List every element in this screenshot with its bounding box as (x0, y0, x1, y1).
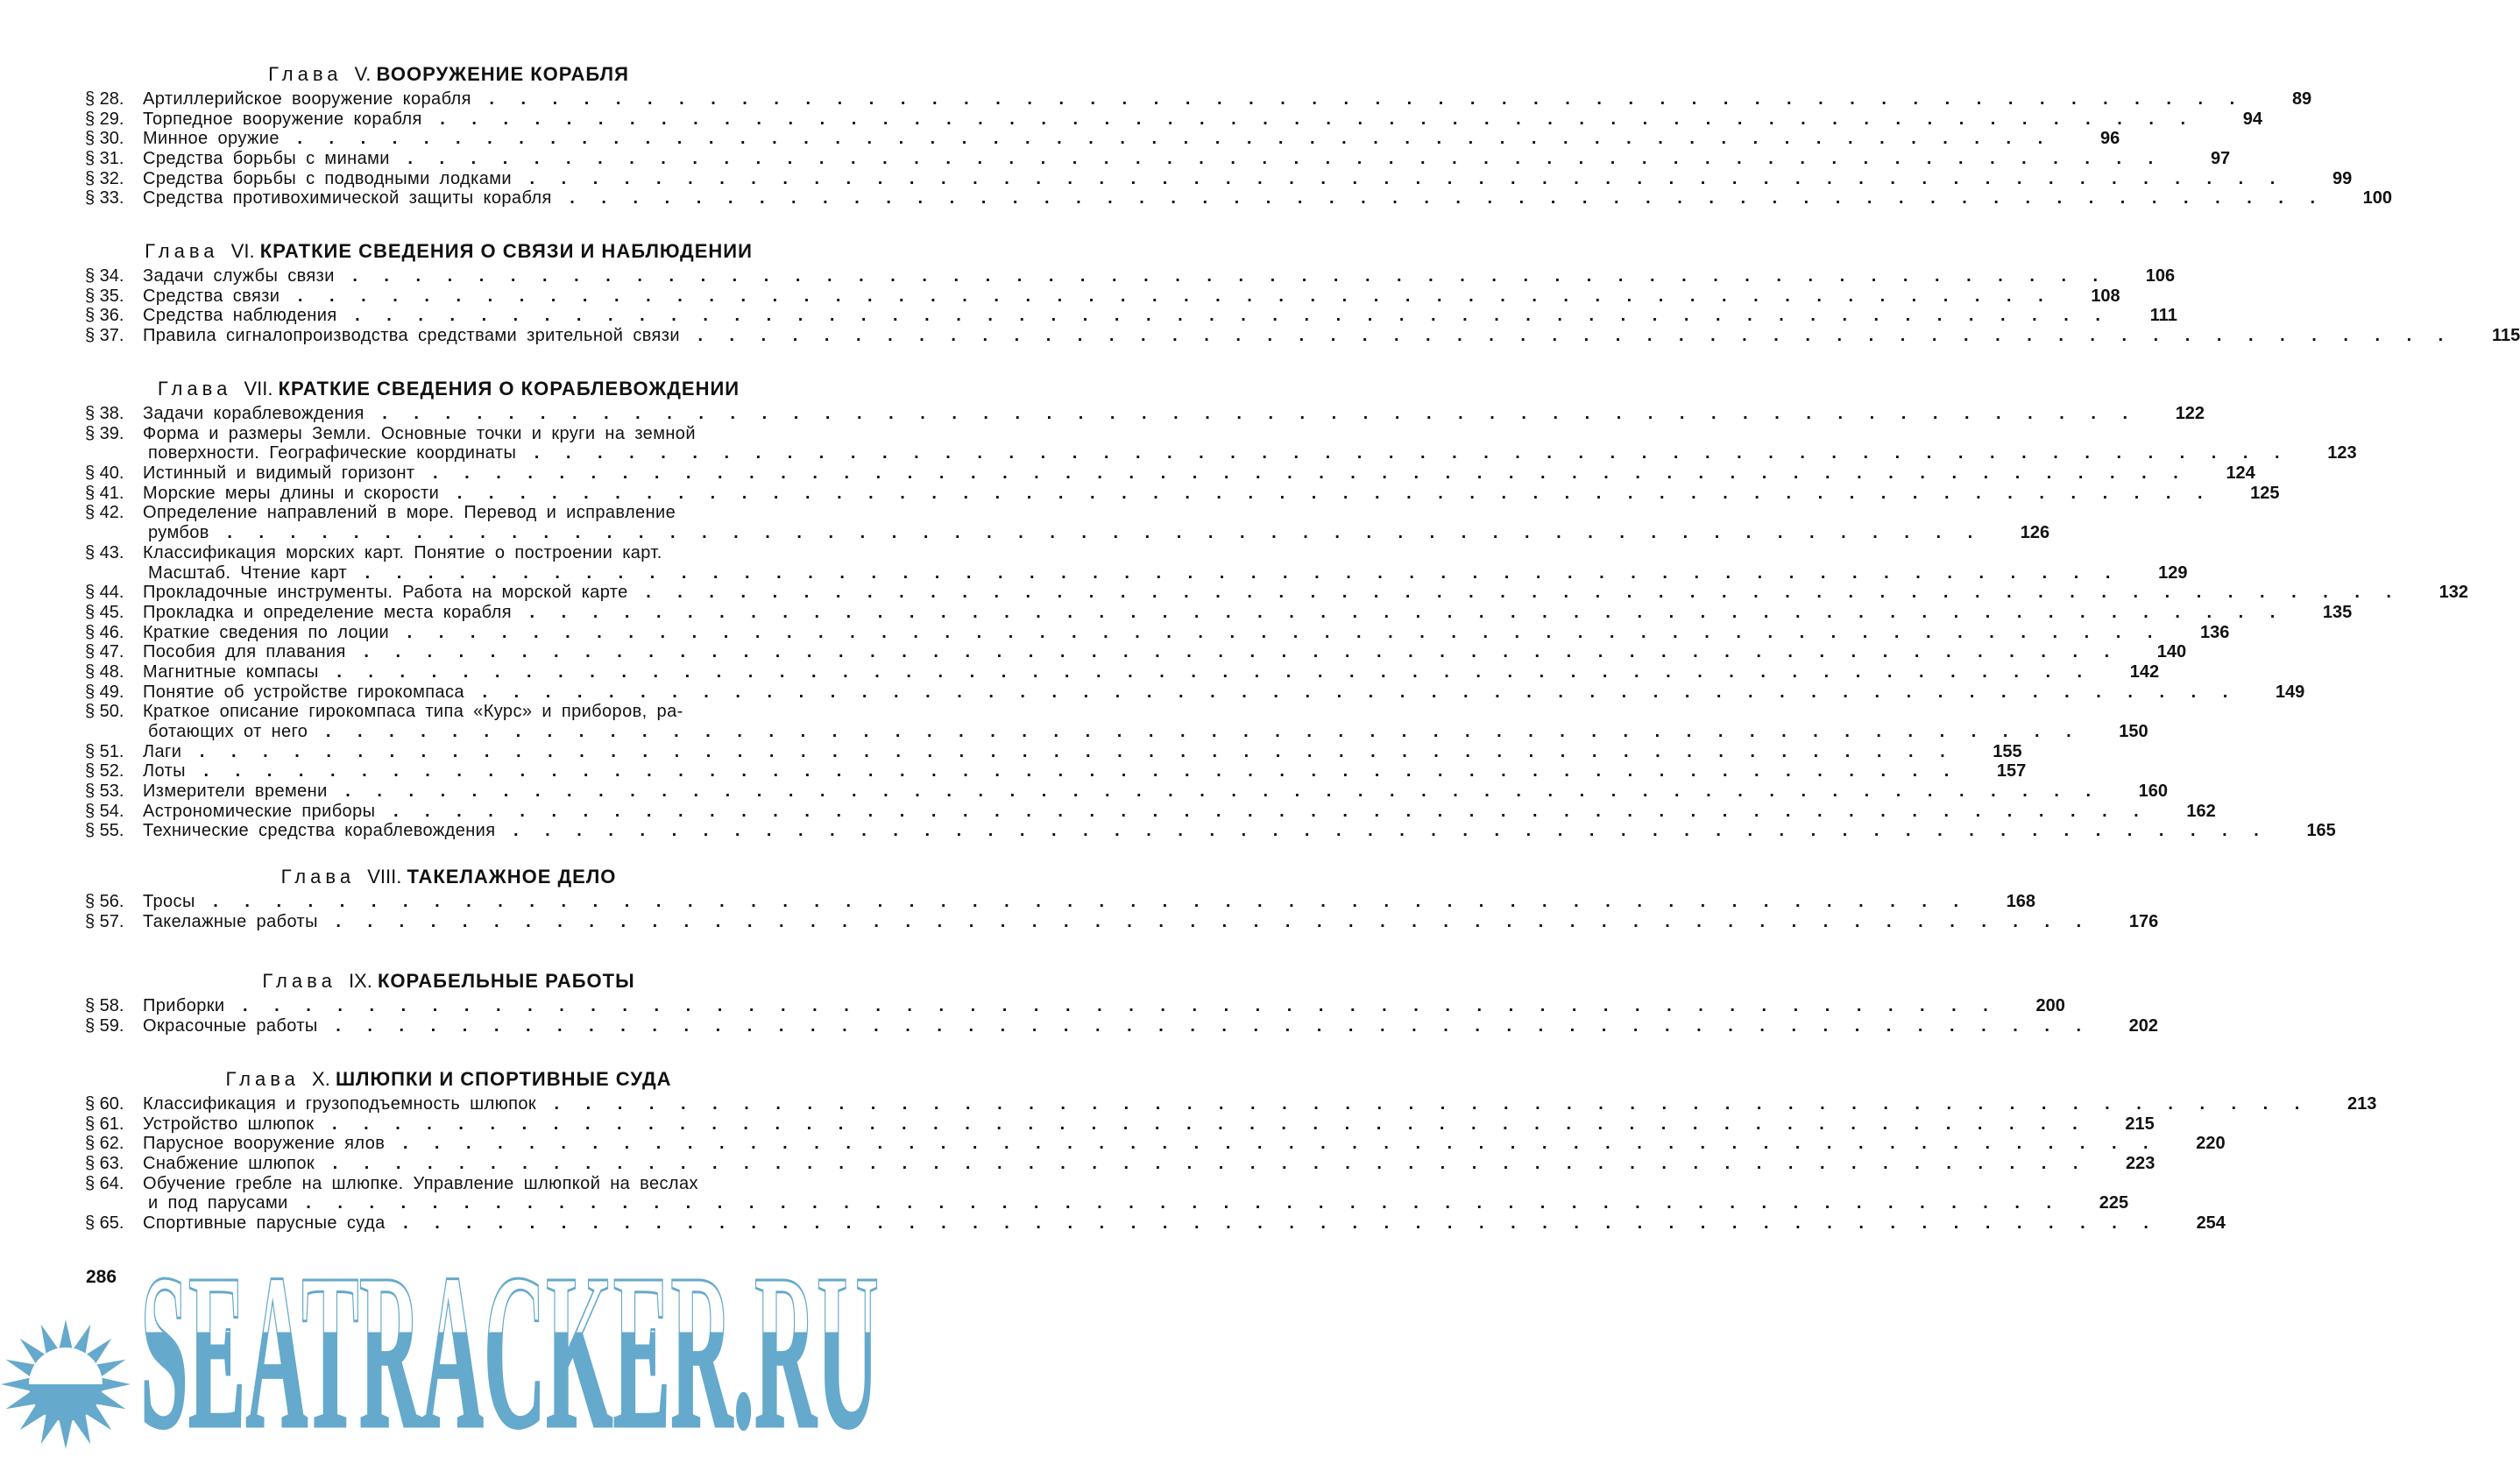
section-number: § 29. (85, 109, 124, 129)
section-title: Прокладочные инструменты. Работа на морской карте . . . (143, 583, 2400, 603)
toc-entry[interactable] (85, 782, 2169, 802)
section-number: § 42. (85, 503, 124, 523)
page-ref: 142 (2129, 661, 2160, 682)
toc-entry[interactable] (85, 306, 2177, 326)
page-ref: 89 (2291, 89, 2312, 109)
chapter-heading (85, 862, 812, 892)
toc-entry[interactable] (85, 443, 2357, 463)
toc-entry[interactable] (85, 821, 2336, 841)
section-number: § 37. (85, 326, 124, 346)
chapter-heading (85, 60, 812, 89)
page-ref: 162 (2186, 801, 2216, 821)
section-number: § 62. (85, 1134, 124, 1154)
chapter-section (85, 60, 2393, 209)
chapter-title: КОРАБЕЛЬНЫЕ РАБОТЫ (377, 970, 635, 992)
section-number: § 55. (85, 821, 124, 841)
toc-entry[interactable] (85, 801, 2216, 822)
section-number: § 53. (85, 782, 124, 802)
page-ref: 254 (2196, 1213, 2226, 1234)
page-ref (744, 503, 812, 523)
chapter-label: Глава (262, 970, 336, 992)
toc-entry[interactable] (85, 188, 2393, 209)
section-number: § 43. (85, 542, 124, 562)
section-title: Магнитные компасы . . . (143, 662, 2091, 683)
chapter-section (85, 1064, 2377, 1234)
page-ref: 125 (2250, 483, 2280, 503)
watermark (140, 1228, 881, 1457)
section-number: § 35. (85, 286, 124, 306)
section-title: Устройство шлюпок . . . (143, 1114, 2086, 1135)
chapter-section (85, 237, 2520, 346)
section-number: § 52. (85, 761, 124, 782)
toc-entry[interactable] (85, 129, 2120, 149)
section-title: Средства борьбы с минами . . . (143, 149, 2162, 169)
chapter-heading (85, 1064, 812, 1094)
toc-entry[interactable] (85, 702, 812, 722)
toc-entry[interactable] (85, 286, 2120, 307)
section-title: Парусное вооружение ялов . . . (143, 1134, 2157, 1154)
section-title: Средства борьбы с подводными лодками . . . (143, 169, 2283, 189)
toc-entry[interactable] (85, 326, 2520, 346)
chapter-number: V. (354, 63, 372, 85)
toc-entry[interactable] (85, 483, 2280, 504)
section-title: Морские меры длины и скорости . . . (143, 484, 2212, 504)
page-ref: 115 (2491, 326, 2520, 346)
toc-entry[interactable] (85, 722, 2148, 742)
section-title: Краткое описание гирокомпаса типа «Курс» и приборов, ра- (143, 702, 683, 722)
toc-entry[interactable] (85, 266, 2176, 286)
toc-entry[interactable] (85, 1154, 2155, 1174)
section-number: § 48. (85, 661, 124, 682)
page-ref: 108 (2091, 286, 2120, 306)
section-number: § 59. (85, 1015, 124, 1036)
page-ref: 129 (2158, 562, 2188, 583)
page-ref: 149 (2275, 682, 2305, 702)
section-title: Средства наблюдения . . . (143, 306, 2109, 326)
page-ref: 126 (2020, 523, 2050, 543)
section-number: § 41. (85, 483, 124, 503)
toc-entry[interactable] (85, 1094, 2377, 1114)
section-number: § 54. (85, 801, 124, 821)
toc-entry[interactable] (85, 424, 812, 444)
section-number: § 64. (85, 1173, 124, 1193)
toc-entry[interactable] (85, 642, 2187, 662)
page-ref: 140 (2156, 642, 2187, 662)
page-ref: 97 (2210, 149, 2231, 169)
section-number: § 28. (85, 89, 124, 109)
toc-entry[interactable] (85, 109, 2263, 130)
section-title: Измерители времени . . . (143, 782, 2099, 802)
page-ref: 124 (2226, 463, 2255, 484)
toc-entry[interactable] (85, 404, 2205, 424)
section-title: Понятие об устройстве гирокомпаса . . . (143, 683, 2236, 703)
section-number: § 39. (85, 423, 124, 443)
toc-entry[interactable] (85, 622, 2230, 643)
section-title: Классификация и грузоподъемность шлюпок . . . (143, 1094, 2308, 1114)
chapter-section (85, 862, 2159, 931)
toc-entry[interactable] (85, 1015, 2159, 1036)
page-ref: 202 (2128, 1015, 2159, 1036)
section-title: поверхности. Географические координаты . . . (143, 443, 2289, 463)
page-ref: 99 (2332, 168, 2353, 188)
section-number: § 49. (85, 682, 124, 702)
section-title: Масштаб. Чтение карт . . . (143, 563, 2119, 584)
section-title: Минное оружие . . . (143, 129, 2051, 149)
page-ref: 160 (2138, 782, 2169, 802)
page-ref (744, 1174, 812, 1194)
section-number: § 46. (85, 622, 124, 642)
section-title: Спортивные парусные суда . . . (143, 1213, 2157, 1234)
section-number: § 50. (85, 702, 124, 722)
toc-entry[interactable] (85, 741, 2022, 762)
toc-entry[interactable] (85, 1174, 812, 1194)
section-number: § 36. (85, 306, 124, 326)
toc-entry[interactable] (85, 661, 2160, 683)
section-number: § 60. (85, 1094, 124, 1114)
page-ref: 100 (2362, 188, 2393, 209)
page-ref (744, 543, 812, 563)
page-ref: 168 (2006, 892, 2036, 911)
page-ref: 157 (1996, 761, 2027, 782)
page-ref (744, 702, 812, 722)
page-ref: 96 (2099, 129, 2120, 149)
chapter-number: VI. (230, 240, 255, 262)
toc-entry[interactable] (85, 583, 2468, 603)
chapter-label: Глава (225, 1068, 300, 1090)
section-number: § 45. (85, 602, 124, 622)
section-number: § 63. (85, 1154, 124, 1174)
section-title: Лоты . . . (143, 761, 1957, 782)
page-ref: 94 (2242, 109, 2263, 129)
page-ref: 135 (2322, 602, 2353, 622)
section-title: ботающих от него . . . (143, 722, 2080, 742)
section-number: § 47. (85, 642, 124, 662)
toc-entry[interactable] (85, 463, 2255, 484)
section-number: § 32. (85, 168, 124, 188)
page-ref: 213 (2347, 1094, 2377, 1114)
chapter-section (85, 966, 2159, 1036)
toc-entry[interactable] (85, 1114, 2155, 1135)
chapter-label: Глава (268, 63, 343, 85)
section-number: § 61. (85, 1114, 124, 1134)
toc-entry[interactable] (85, 761, 2027, 782)
section-number: § 57. (85, 911, 124, 931)
chapter-label: Глава (280, 866, 356, 888)
page-ref: 215 (2125, 1114, 2155, 1134)
toc-entry[interactable] (85, 602, 2353, 623)
section-number: § 38. (85, 404, 124, 423)
page-ref: 122 (2175, 404, 2205, 423)
section-title: Форма и размеры Земли. Основные точки и круги на земной (143, 423, 696, 443)
section-number: § 56. (85, 892, 124, 911)
page-ref: 223 (2126, 1154, 2155, 1174)
section-title: румбов . . . (143, 523, 1981, 543)
section-title: Задачи службы связи . . . (143, 266, 2106, 286)
toc-entry[interactable] (85, 523, 2050, 543)
chapter-number: VII. (244, 378, 273, 400)
chapter-title: ВООРУЖЕНИЕ КОРАБЛЯ (376, 63, 629, 85)
section-title: Снабжение шлюпок . . . (143, 1154, 2086, 1174)
section-number: § 65. (85, 1213, 124, 1234)
chapter-title: ШЛЮПКИ И СПОРТИВНЫЕ СУДА (335, 1068, 672, 1090)
section-title: Истинный и видимый горизонт . . . (143, 463, 2187, 484)
chapter-number: X. (312, 1068, 330, 1090)
chapter-number: VIII. (367, 866, 402, 888)
sun-ray (100, 1377, 131, 1391)
page-ref: 220 (2196, 1134, 2226, 1154)
toc-entry[interactable] (85, 543, 812, 563)
section-title: Окрасочные работы . . . (143, 1016, 2090, 1036)
page-ref: 155 (1993, 741, 2022, 761)
sun-ray (59, 1319, 73, 1350)
chapter-label: Глава (145, 240, 219, 262)
section-title: Астрономические приборы . . . (143, 802, 2148, 822)
section-number: § 34. (85, 266, 124, 286)
section-title: Классификация морских карт. Понятие о построении карт. (143, 542, 662, 562)
section-title: Обучение гребле на шлюпке. Управление шлюпкой на веслах (143, 1173, 698, 1193)
page-ref: 165 (2306, 821, 2336, 841)
chapter-heading (85, 966, 812, 996)
watermark-text: SEATRACKER.RU (140, 1228, 879, 1457)
page-ref: 225 (2099, 1193, 2129, 1213)
page-ref: 132 (2439, 583, 2468, 603)
section-number: § 44. (85, 583, 124, 603)
section-title: Технические средства кораблевождения . . . (143, 821, 2268, 841)
toc-entry[interactable] (85, 1134, 2226, 1154)
section-title: Правила сигналопроизводства средствами зрительной связи . . . (143, 326, 2452, 346)
sun-ray (1, 1377, 32, 1391)
page-ref: 123 (2327, 443, 2357, 463)
page-ref: 111 (2149, 306, 2177, 326)
page-number: 286 (86, 1267, 117, 1287)
section-title: Тросы . . . (143, 892, 1967, 912)
toc-entry[interactable] (85, 503, 812, 523)
section-number: § 51. (85, 741, 124, 761)
chapter-heading (85, 374, 812, 404)
chapter-title: ТАКЕЛАЖНОЕ ДЕЛО (407, 866, 617, 888)
toc-entry[interactable] (85, 996, 2065, 1016)
toc-entry[interactable] (85, 682, 2305, 703)
section-title: Средства связи . . . (143, 286, 2052, 307)
toc-entry[interactable] (85, 562, 2188, 584)
section-title: Пособия для плавания . . . (143, 642, 2118, 662)
section-title: Приборки . . . (143, 996, 1997, 1016)
section-title: Средства противохимической защиты корабля . . . (143, 188, 2324, 209)
section-title: Лаги . . . (143, 742, 1954, 762)
section-title: Задачи кораблевождения . . . (143, 404, 2136, 424)
toc-entry[interactable] (85, 89, 2312, 110)
section-title: Определение направлений в море. Перевод и исправление (143, 503, 676, 523)
chapter-title: КРАТКИЕ СВЕДЕНИЯ О СВЯЗИ И НАБЛЮДЕНИИ (259, 240, 753, 262)
toc-entry[interactable] (85, 149, 2231, 169)
toc-entry[interactable] (85, 168, 2353, 189)
page-ref (744, 424, 812, 444)
chapter-heading (85, 237, 812, 266)
sun-ray (59, 1418, 73, 1449)
page-ref: 200 (2035, 996, 2065, 1015)
sun-logo-icon (0, 1319, 131, 1450)
page-ref: 106 (2145, 266, 2176, 286)
section-title: и под парусами . . . (143, 1193, 2060, 1213)
section-number: § 40. (85, 463, 124, 484)
toc-entry[interactable] (85, 1193, 2129, 1213)
toc-entry[interactable] (85, 892, 2036, 912)
section-title: Артиллерийское вооружение корабля . . . (143, 89, 2243, 110)
page-ref: 150 (2119, 722, 2148, 741)
section-number: § 33. (85, 188, 124, 209)
chapter-number: IX. (348, 970, 372, 992)
section-title: Торпедное вооружение корабля . . . (143, 110, 2194, 130)
page-ref: 136 (2200, 622, 2230, 642)
toc-entry[interactable] (85, 911, 2159, 932)
section-number: § 31. (85, 149, 124, 169)
section-title: Прокладка и определение места корабля . . . (143, 603, 2283, 623)
page-ref: 176 (2128, 911, 2159, 931)
section-number: § 30. (85, 129, 124, 149)
section-title: Такелажные работы . . . (143, 912, 2090, 932)
section-title: Краткие сведения по лоции . . . (143, 623, 2161, 643)
section-number: § 58. (85, 996, 124, 1015)
chapter-section (85, 374, 2468, 841)
chapter-title: КРАТКИЕ СВЕДЕНИЯ О КОРАБЛЕВОЖДЕНИИ (278, 378, 740, 400)
chapter-label: Глава (157, 378, 232, 400)
